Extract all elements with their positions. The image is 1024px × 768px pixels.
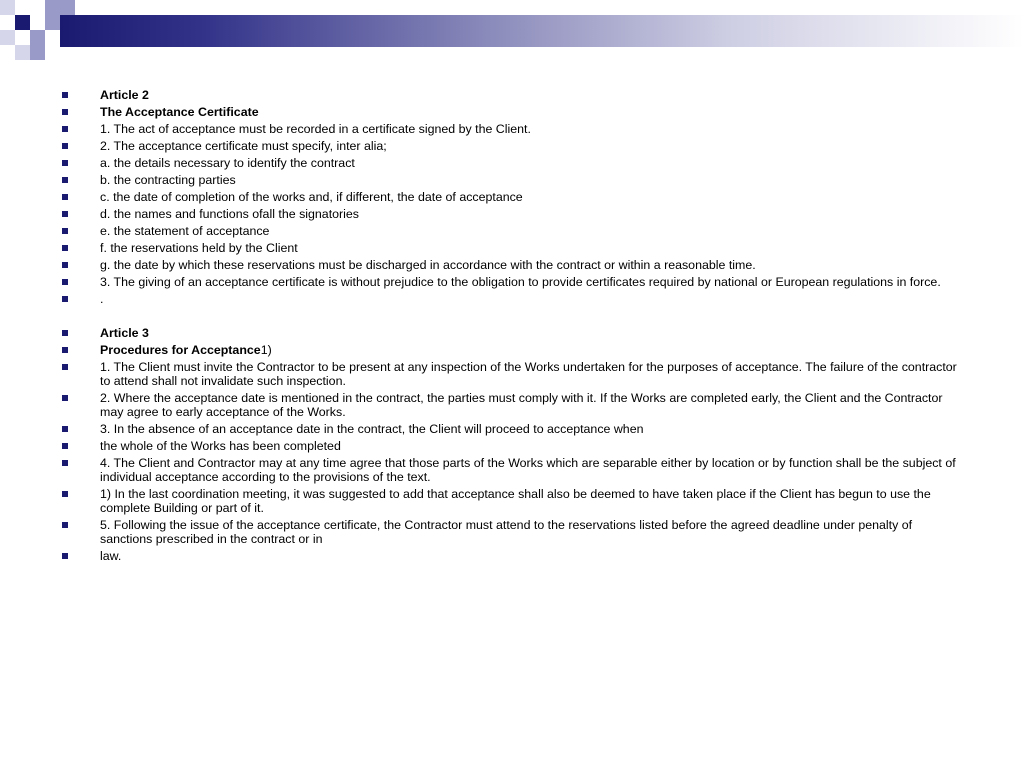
list-item: [60, 439, 965, 453]
slide-header-decoration: [0, 0, 1024, 62]
list-item: [60, 518, 965, 546]
header-square: [45, 15, 60, 30]
list-item: [60, 105, 965, 119]
bullet-list: [60, 88, 965, 563]
list-item: [60, 156, 965, 170]
header-gradient-band: [60, 15, 1024, 47]
list-item-text: c. the date of completion of the works and, if different, the date of acceptance: [100, 190, 523, 204]
list-item-text: e. the statement of acceptance: [100, 224, 270, 238]
list-item: [60, 190, 965, 204]
list-item-text: 4. The Client and Contractor may at any time agree that those parts of the Works which are separable either by location or by function shall be the subject of individual acceptance according to the provisions of the text.: [100, 456, 956, 484]
list-item-text: Article 3: [100, 326, 149, 340]
list-item: [60, 343, 965, 357]
list-item: [60, 139, 965, 153]
header-square: [30, 45, 45, 60]
list-item-text: 2. The acceptance certificate must specify, inter alia;: [100, 139, 387, 153]
list-item: [60, 275, 965, 289]
list-item: [60, 173, 965, 187]
list-item: [60, 224, 965, 238]
list-item: [60, 258, 965, 272]
list-spacer: [60, 309, 965, 323]
list-item-text: Procedures for Acceptance: [100, 343, 261, 357]
list-item: [60, 360, 965, 388]
list-item-text: law.: [100, 549, 122, 563]
list-item-text: Article 2: [100, 88, 149, 102]
list-item: [60, 241, 965, 255]
header-square: [15, 15, 30, 30]
list-item: [60, 292, 965, 306]
list-item-text: 3. In the absence of an acceptance date in the contract, the Client will proceed to acceptance when: [100, 422, 644, 436]
list-item: [60, 549, 965, 563]
slide-body: [60, 88, 965, 566]
list-item: [60, 326, 965, 340]
list-item: [60, 422, 965, 436]
list-item-text: b. the contracting parties: [100, 173, 236, 187]
list-item: [60, 487, 965, 515]
list-item-text: f. the reservations held by the Client: [100, 241, 298, 255]
list-item-text: a. the details necessary to identify the contract: [100, 156, 355, 170]
header-square: [15, 45, 30, 60]
header-square: [60, 0, 75, 15]
list-item-text: 5. Following the issue of the acceptance certificate, the Contractor must attend to the reservations listed before the agreed deadline under penalty of sanctions prescribed in the contract or in: [100, 518, 913, 546]
list-item-text: 1. The Client must invite the Contractor to be present at any inspection of the Works undertaken for the purposes of acceptance. The failure of the contractor to attend shall not invalidate such inspection.: [100, 360, 957, 388]
list-item-text: d. the names and functions ofall the signatories: [100, 207, 359, 221]
list-item-text: The Acceptance Certificate: [100, 105, 259, 119]
header-square: [30, 30, 45, 45]
list-item-text: 3. The giving of an acceptance certificate is without prejudice to the obligation to provide certificates required by national or European regulations in force.: [100, 275, 941, 289]
list-item-text: g. the date by which these reservations must be discharged in accordance with the contract or within a reasonable time.: [100, 258, 756, 272]
list-item-text: .: [100, 292, 104, 306]
list-item-text: the whole of the Works has been completed: [100, 439, 341, 453]
list-item: [60, 122, 965, 136]
list-item: [60, 391, 965, 419]
list-item-text: 1) In the last coordination meeting, it was suggested to add that acceptance shall also be deemed to have taken place if the Client has begun to use the complete Building or part of it.: [100, 487, 931, 515]
header-square: [0, 30, 15, 45]
list-item-text: 2. Where the acceptance date is mentioned in the contract, the parties must comply with it. If the Works are completed early, the Client and the Contractor may agree to early acceptance of the Works.: [100, 391, 943, 419]
list-item: [60, 456, 965, 484]
list-item: [60, 88, 965, 102]
list-item-text: 1. The act of acceptance must be recorded in a certificate signed by the Client.: [100, 122, 531, 136]
header-square: [45, 0, 60, 15]
list-item: [60, 207, 965, 221]
header-square: [0, 0, 15, 15]
footnote-marker: 1): [260, 343, 272, 357]
